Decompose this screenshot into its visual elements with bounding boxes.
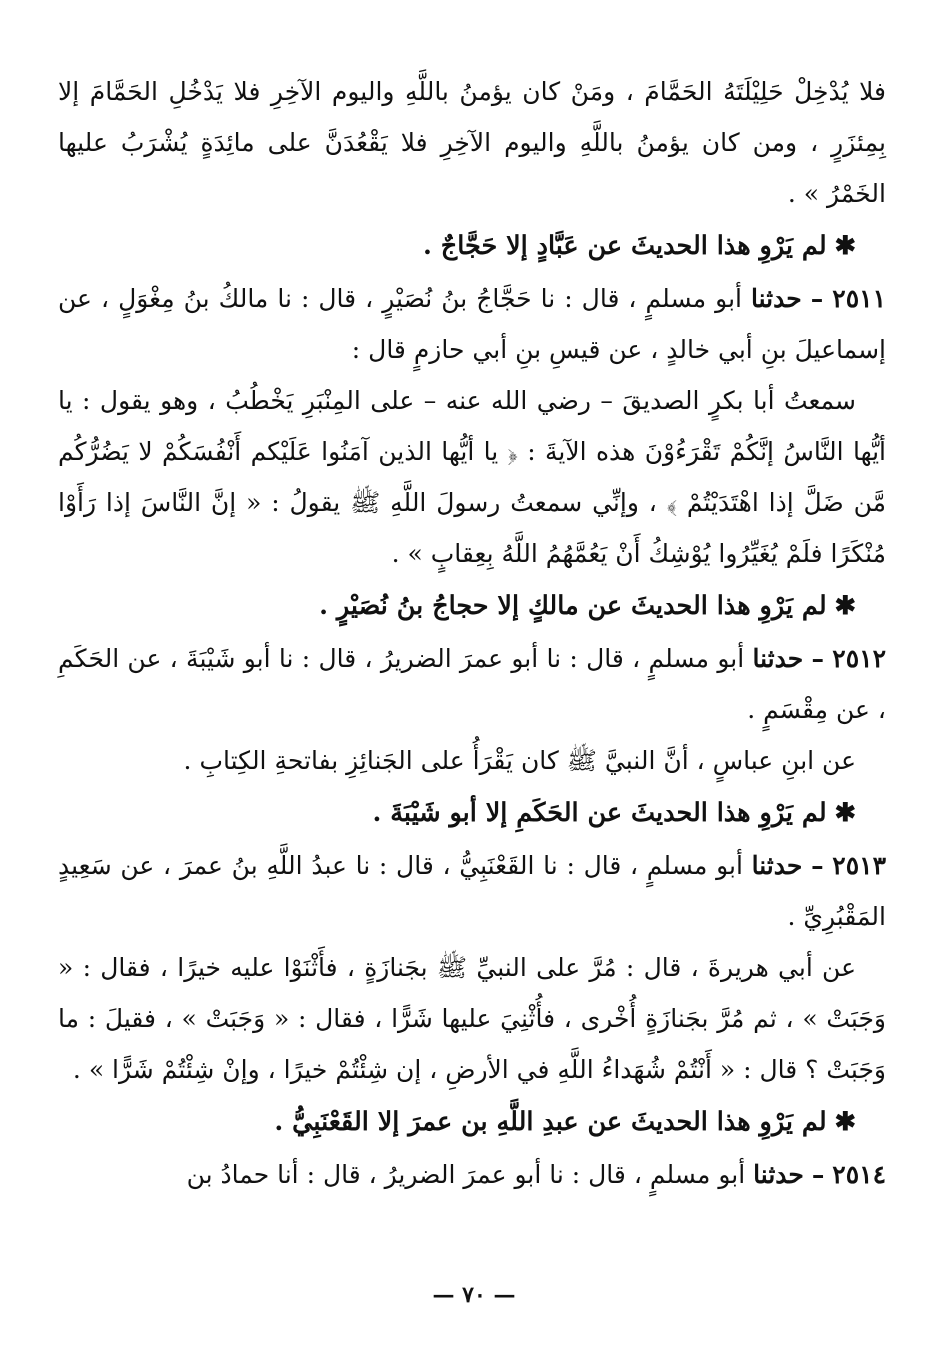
hadith-chain-text: أبو مسلمٍ ، قال : نا أبو عمرَ الضريرُ ، قال : أنا حمادُ بن: [186, 1160, 746, 1189]
paragraph: [58, 375, 886, 579]
hadith-lead-word: حدثنا: [751, 851, 803, 880]
hadith-2511: [58, 273, 886, 375]
note-star-icon: ✱: [834, 1107, 856, 1137]
hadith-lead-word: حدثنا: [753, 1160, 804, 1189]
hadith-number: ٢٥١٤: [832, 1160, 886, 1189]
hadith-dash: –: [811, 1160, 825, 1189]
narration-note: [58, 579, 886, 633]
paragraph-text: عن أبي هريرةَ ، قال : مُرَّ على النبيِّ ﷺ بجَنازَةٍ ، فأَثْنَوْا عليه خيرًا ، فقال : « وَجَبَتْ » ، ثم مُرَّ بجَنازَةٍ أُخْرى ، فأُثْنِيَ عليها شَرًّا ، فقال : « وَجَبَتْ » ، فقيلَ : ما وَجَبَتْ ؟ قال : « أَنْتُمْ شُهَداءُ اللَّهِ في الأرضِ ، إن شِئْتُمْ خيرًا ، وإنْ شِئْتُمْ شَرًّا » .: [58, 953, 886, 1084]
paragraph-text: عن ابنِ عباسٍ ، أنَّ النبيَّ ﷺ كان يَقْرَأُ على الجَنائِزِ بفاتحةِ الكِتابِ .: [183, 746, 856, 775]
note-text: لم يَرْوِ هذا الحديثَ عن مالكٍ إلا حجاجُ بنُ نُصَيْرٍ .: [319, 591, 827, 621]
narration-note: [58, 219, 886, 273]
hadith-number: ٢٥١٢: [832, 644, 886, 673]
hadith-2514: [58, 1149, 886, 1200]
hadith-dash: –: [810, 284, 824, 313]
paragraph: [58, 942, 886, 1095]
hadith-2513: [58, 840, 886, 942]
hadith-lead-word: حدثنا: [751, 284, 802, 313]
paragraph: [58, 66, 886, 219]
hadith-dash: –: [811, 644, 824, 673]
page-body: [58, 66, 886, 1200]
page-number: — ٧٠ —: [432, 1282, 516, 1308]
hadith-lead-word: حدثنا: [752, 644, 804, 673]
note-text: لم يَرْوِ هذا الحديثَ عن الحَكَمِ إلا أبو شَيْبَةَ .: [372, 798, 827, 828]
hadith-chain-text: أبو مسلمٍ ، قال : نا حَجَّاجُ بنُ نُصَيْرٍ ، قال : نا مالكُ بنُ مِغْوَلٍ ، عن إسماعيلَ بنِ أبي خالدٍ ، عن قيسِ بنِ أبي حازمٍ قال :: [58, 284, 886, 364]
hadith-2512: [58, 633, 886, 735]
note-text: لم يَرْوِ هذا الحديثَ عن عَبَّادٍ إلا حَجَّاجٌ .: [423, 231, 827, 261]
paragraph: [58, 735, 886, 786]
paragraph-text: سمعتُ أبا بكرٍ الصديقَ – رضي الله عنه – على المِنْبَرِ يَخْطُبُ ، وهو يقول : يا أيُّها النَّاسُ إنَّكُمْ تَقْرَءُوْنَ هذه الآيةَ : ﴿ يا أيُّها الذين آمَنُوا عَلَيْكم أَنْفُسَكُمْ لا يَضُرُّكُم مَّن ضَلَّ إذا اهْتَدَيْتُمْ ﴾ ، وإنِّي سمعتُ رسولَ اللَّهِ ﷺ يقولُ : « إنَّ النَّاسَ إذا رَأَوْا مُنْكَرًا فلَمْ يُغَيِّرُوا يُوْشِكُ أَنْ يَعُمَّهُمُ اللَّهُ بِعِقابٍ » .: [58, 386, 886, 568]
note-text: لم يَرْوِ هذا الحديثَ عن عبدِ اللَّهِ بن عمرَ إلا القَعْنَبِيُّ .: [274, 1107, 827, 1137]
note-star-icon: ✱: [834, 591, 856, 621]
hadith-chain-text: أبو مسلمٍ ، قال : نا أبو عمرَ الضريرُ ، قال : نا أبو شَيْبَةَ ، عن الحَكَمِ ، عن مِقْسَمٍ .: [58, 644, 886, 724]
hadith-chain-text: أبو مسلمٍ ، قال : نا القَعْنَبِيُّ ، قال : نا عبدُ اللَّهِ بنُ عمرَ ، عن سَعِيدٍ المَقْبُرِيِّ .: [58, 851, 886, 931]
note-star-icon: ✱: [834, 798, 856, 828]
paragraph-text: فلا يُدْخِلْ حَلِيْلَتَهُ الحَمَّامَ ، ومَنْ كان يؤمنُ باللَّهِ واليوم الآخِرِ فلا يَدْخُلِ الحَمَّامَ إلا بِمِئزَرٍ ، ومن كان يؤمنُ باللَّهِ واليوم الآخِرِ فلا يَقْعُدَنَّ على مائِدَةٍ يُشْرَبُ عليها الخَمْرُ » .: [58, 77, 886, 208]
narration-note: [58, 786, 886, 840]
narration-note: [58, 1095, 886, 1149]
hadith-number: ٢٥١٣: [832, 851, 886, 880]
note-star-icon: ✱: [834, 231, 856, 261]
hadith-number: ٢٥١١: [832, 284, 886, 313]
hadith-dash: –: [811, 851, 824, 880]
